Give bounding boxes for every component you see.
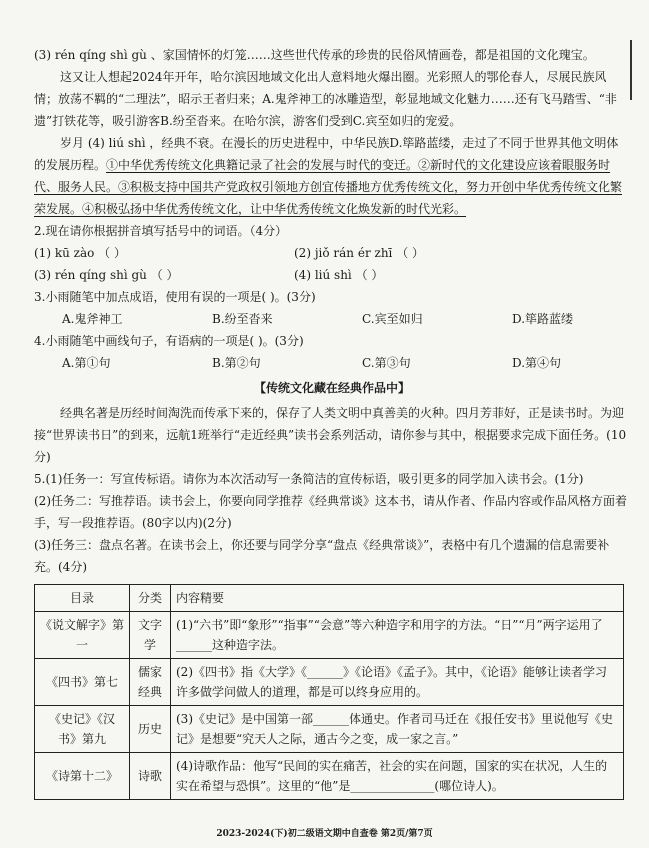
table-row: [35, 753, 624, 800]
q4-option-d: D.第④句: [512, 356, 562, 370]
exam-content: [34, 44, 630, 800]
row-fenlei: 历史: [130, 706, 171, 753]
table-header-row: [35, 585, 624, 612]
q3-option-d: D.筚路蓝缕: [512, 312, 574, 326]
section-title: 【传统文化藏在经典作品中】: [253, 381, 410, 395]
page-footer: 2023-2024(下)初二级语文期中自查卷 第2页/第7页: [216, 829, 433, 839]
q5-task-3: (3)任务三：盘点名著。在读书会上，你还要与同学分享“盘点《经典常谈》”，表格中有几个遗漏的信息需要补充。(4分): [34, 538, 610, 574]
passage-paragraph-3-lead: 岁月 (4) liú shì ，经典不衰。在漫长的历史进程中，中华民族D.筚路蓝缕，走过了不同于世界其他文明体的发展历程。: [34, 136, 619, 172]
q4-option-a: A.第①句: [62, 356, 111, 370]
row-fenlei: 诗歌: [130, 753, 171, 800]
row-fenlei: 儒家经典: [130, 659, 171, 706]
question-2-items: [34, 242, 630, 286]
q2-item-4: (4) liú shì （ ）: [294, 268, 384, 282]
row-fenlei: 文字学: [130, 612, 171, 659]
passage-paragraph-2: 这又让人想起2024年开年，哈尔滨因地域文化出人意料地火爆出圈。光彩照人的鄂伦春人，尽展民族风情；放荡不羁的“二理法”，昭示王者归来；A.鬼斧神工的冰雕造型，彰显地域文化魅力……还有飞马踏雪、“非遗”打铁花等，吸引游客B.纷至沓来。在哈尔滨，游客们受到C.宾至如归的宠爱。: [34, 70, 617, 128]
q5-task-1: 5.(1)任务一：写宣传标语。请你为本次活动写一条简洁的宣传标语，吸引更多的同学加入读书会。(1分): [34, 472, 584, 486]
row-mulu: 《史记》《汉书》第九: [35, 706, 130, 753]
q2-item-1: (1) kū zào （ ）: [34, 246, 126, 260]
header-fenlei: 分类: [130, 585, 171, 612]
q3-option-c: C.宾至如归: [362, 312, 423, 326]
q4-option-b: B.第②句: [212, 356, 261, 370]
row-mulu: 《诗第十二》: [35, 753, 130, 800]
row-content: (2)《四书》指《大学》《______》《论语》《孟子》。其中，《论语》能够让读者学习许多做学问做人的道理，都是可以终身应用的。: [171, 659, 624, 706]
q2-item-3: (3) rén qíng shì gù （ ）: [34, 268, 179, 282]
header-mulu: 目录: [35, 585, 130, 612]
classics-table: [34, 584, 624, 800]
q2-item-2: (2) jiǒ rán ér zhī （ ）: [294, 246, 425, 260]
q4-option-c: C.第③句: [362, 356, 411, 370]
section-intro: 经典名著是历经时间淘洗而传承下来的，保存了人类文明中真善美的火种。四月芳菲好，正是读书时。为迎接“世界读书日”的到来，远航1班举行“走近经典”读书会系列活动，请你参与其中，根据要求完成下面任务。(10分): [34, 406, 627, 464]
question-4-stem: 4.小雨随笔中画线句子，有语病的一项是( )。(3分): [34, 334, 304, 348]
page-edge-mark: [630, 40, 632, 100]
row-content: (1)“六书”即“象形”“指事”“会意”等六种造字和用字的方法。“日”“月”两字运用了______这种造字法。: [171, 612, 624, 659]
question-4-options: [34, 352, 630, 374]
question-3-stem: 3.小雨随笔中加点成语，使用有误的一项是( )。(3分): [34, 290, 316, 304]
header-content: 内容精要: [171, 585, 624, 612]
row-mulu: 《四书》第七: [35, 659, 130, 706]
table-row: [35, 612, 624, 659]
underlined-sentences: ①中华优秀传统文化典籍记录了社会的发展与时代的变迁。②新时代的文化建设应该着眼服务时代、服务人民。③积极支持中国共产党政权引领地方创宜传播地方优秀传统文化，努力开创中华优秀传统文化繁荣发展。④积极弘扬中华优秀传统文化，让中华优秀传统文化焕发新的时代光彩。: [34, 158, 623, 216]
row-mulu: 《说文解字》第一: [35, 612, 130, 659]
q3-option-b: B.纷至沓来: [212, 312, 273, 326]
passage-paragraph-1: (3) rén qíng shì gù 、家国情怀的灯笼……这些世代传承的珍贵的民俗风情画卷，都是祖国的文化瑰宝。: [34, 48, 595, 62]
question-2-stem: 2.现在请你根据拼音填写括号中的词语。（4分）: [34, 224, 288, 238]
row-content: (4)诗歌作品：他写“民间的实在痛苦，社会的实在问题，国家的实在状况，人生的实在希望与恐惧”。这里的“他”是______________(哪位诗人)。: [171, 753, 624, 800]
table-row: [35, 706, 624, 753]
q3-option-a: A.鬼斧神工: [62, 312, 123, 326]
table-row: [35, 659, 624, 706]
q5-task-2: (2)任务二：写推荐语。读书会上，你要向同学推荐《经典常谈》这本书，请从作者、作品内容或作品风格方面着手，写一段推荐语。(80字以内)(2分): [34, 494, 628, 530]
passage-paragraph-3: [34, 132, 630, 220]
question-3-options: [34, 308, 630, 330]
row-content: (3)《史记》是中国第一部______体通史。作者司马迁在《报任安书》里说他写《史记》是想要“究天人之际，通古今之变，成一家之言。”: [171, 706, 624, 753]
